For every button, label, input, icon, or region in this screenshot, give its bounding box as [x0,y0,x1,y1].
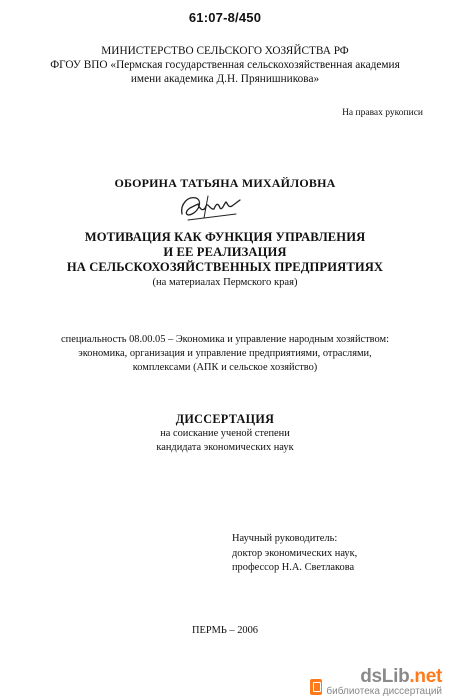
signature-icon [178,192,244,226]
dissertation-heading: ДИССЕРТАЦИЯ [175,412,275,426]
supervisor-label: Научный руководитель: [232,533,338,544]
degree-line-2: кандидата экономических наук [156,442,294,453]
watermark-tagline: библиотека диссертаций [326,686,442,697]
author-name: ОБОРИНА ТАТЬЯНА МИХАЙЛОВНА [114,176,336,190]
thesis-title-line-3: НА СЕЛЬСКОХОЗЯЙСТВЕННЫХ ПРЕДПРИЯТИЯХ [66,260,384,274]
specialty-line-3: комплексами (АПК и сельское хозяйство) [132,362,318,373]
watermark-brand [360,667,442,686]
watermark-brand-main: dsLib [360,666,410,687]
specialty-line-1: специальность 08.00.05 – Экономика и управление народным хозяйством: [61,334,389,345]
watermark-brand-tld: .net [409,666,442,687]
degree-line-1: на соискание ученой степени [160,428,290,439]
institution-line-2: имени академика Д.Н. Прянишникова» [130,73,320,85]
place-and-year: ПЕРМЬ – 2006 [191,625,258,636]
manuscript-note: На правах рукописи [342,108,423,118]
thesis-title-line-1: МОТИВАЦИЯ КАК ФУНКЦИЯ УПРАВЛЕНИЯ [84,230,366,244]
dslib-watermark [310,667,442,697]
ministry-heading: МИНИСТЕРСТВО СЕЛЬСКОГО ХОЗЯЙСТВА РФ [101,45,349,57]
book-icon [310,679,322,695]
supervisor-name: профессор Н.А. Светлакова [232,562,355,573]
thesis-title-line-2: И ЕЕ РЕАЛИЗАЦИЯ [163,245,287,259]
thesis-subtitle: (на материалах Пермского края) [152,277,298,288]
specialty-line-2: экономика, организация и управление предприятиями, отраслями, [78,348,372,359]
supervisor-degree: доктор экономических наук, [232,548,358,559]
institution-line-1: ФГОУ ВПО «Пермская государственная сельскохозяйственная академия [50,59,400,71]
archive-code: 61:07-8/450 [188,10,262,25]
